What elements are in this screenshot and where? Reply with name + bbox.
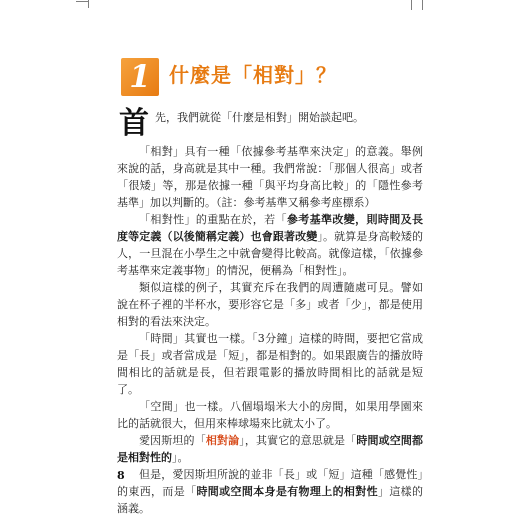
paragraph-einstein-theory	[117, 432, 423, 466]
chapter-header	[121, 58, 417, 96]
crop-mark-top-right-vertical	[411, 0, 412, 10]
page-number: 8	[117, 469, 125, 482]
paragraph-einstein-theory-emphasis: 時間或空間都是相對性的	[117, 434, 424, 464]
chapter-title-emphasis: 相對	[253, 63, 295, 87]
paragraph-relativity-focus-lead: 「相對性」的重點在於，若「	[139, 213, 287, 226]
chapter-number: 1	[129, 59, 151, 95]
paragraph-relativity-focus	[117, 211, 423, 279]
chapter-number-badge	[121, 58, 159, 96]
opening-paragraph-text: 先，我們就從「什麼是相對」開始談起吧。	[155, 111, 364, 124]
paragraph-physical-relativity-emphasis: 時間或空間本身是有物理上的相對性	[196, 485, 378, 498]
paragraph-einstein-theory-tail: 」。	[172, 451, 189, 464]
paragraph-einstein-theory-highlight: 相對論	[205, 434, 240, 447]
paragraph-time-example: 「時間」其實也一樣。「3分鐘」這樣的時間，要把它當成是「長」或者當成是「短」，都是相對的。如果跟廣告的播放時間相比的話就是長，但若跟電影的播放時間相比的話就是短了。	[117, 332, 423, 396]
paragraph-einstein-theory-lead: 愛因斯坦的「	[139, 434, 206, 447]
paragraph-physical-relativity	[117, 466, 423, 517]
crop-mark-top-left-vertical	[88, 0, 89, 8]
paragraph-physical-relativity-lead: 但是，愛因斯坦所說的並非「長」或「短」這種「感覺性」的東西，而是「	[117, 468, 423, 498]
paragraph-space-example: 「空間」也一樣。八個塌塌米大小的房間，如果用學園來比的話就很大，但用來棒球場來比就太小了。	[117, 400, 423, 430]
paragraph-relative-definition: 「相對」具有一種「依據參考基準來決定」的意義。舉例來說的話，身高就是其中一種。我們常說：「那個人很高」或者「很矮」等，那是依據一種「與平均身高比較」的「隱性參考基準」加以判斷的。（註：參考基準又稱參考座標系）	[117, 145, 423, 209]
paragraph-physical-relativity-tail: 」這樣的涵義。	[117, 485, 424, 515]
crop-mark-top-left-horizontal	[76, 1, 88, 2]
chapter-title	[169, 62, 337, 88]
paragraph-everyday-example: 類似這樣的例子，其實充斥在我們的周遭隨處可見。譬如說在杯子裡的半杯水，要形容它是「多」或者「少」，都是使用相對的看法來決定。	[117, 281, 423, 328]
article-body	[117, 106, 424, 517]
opening-paragraph	[117, 106, 423, 143]
paragraph-relativity-focus-emphasis: 參考基準改變，則時間及長度等定義（以後簡稱定義）也會跟著改變	[117, 213, 423, 243]
crop-mark-top-right-vertical-second	[422, 0, 423, 10]
chapter-title-suffix: 」？	[295, 63, 337, 87]
chapter-title-prefix: 什麼是「	[169, 63, 253, 87]
paragraph-einstein-theory-mid: 」，其實它的意思就是「	[239, 434, 357, 447]
drop-cap: 首	[119, 106, 149, 141]
paragraph-relativity-focus-tail: 」。就算是身高較矮的人，一旦混在小學生之中就會變得比較高。就像這樣，「依據參考基準來定義事物」的情況，便稱為「相對性」。	[117, 230, 424, 277]
